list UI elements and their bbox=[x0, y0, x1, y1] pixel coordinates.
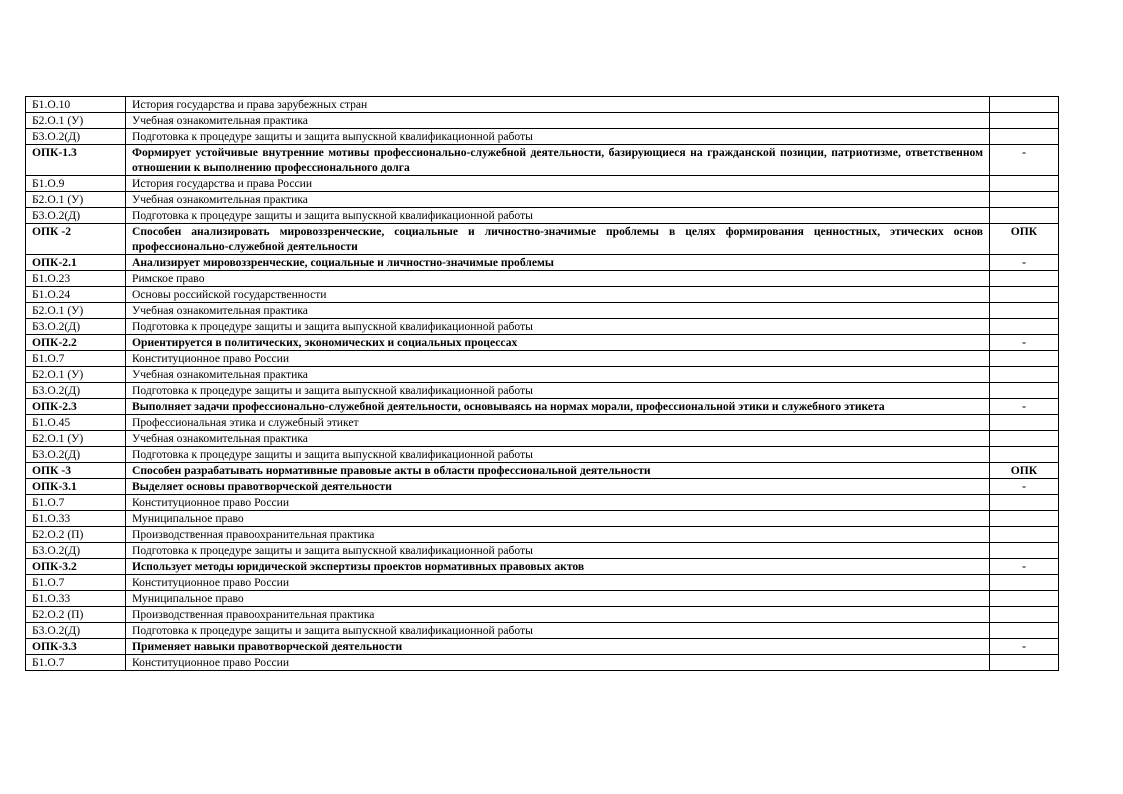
code-cell: Б3.О.2(Д) bbox=[26, 129, 126, 145]
mark-cell bbox=[990, 367, 1059, 383]
code-cell: Б2.О.1 (У) bbox=[26, 431, 126, 447]
competency-row bbox=[26, 145, 1059, 176]
code-cell: Б1.О.33 bbox=[26, 511, 126, 527]
description-cell: Муниципальное право bbox=[126, 591, 990, 607]
mark-cell bbox=[990, 303, 1059, 319]
code-cell: Б1.О.7 bbox=[26, 495, 126, 511]
mark-cell: ОПК bbox=[990, 463, 1059, 479]
code-cell: Б1.О.7 bbox=[26, 575, 126, 591]
description-cell: Конституционное право России bbox=[126, 495, 990, 511]
code-cell: Б2.О.2 (П) bbox=[26, 527, 126, 543]
mark-cell bbox=[990, 176, 1059, 192]
competency-row bbox=[26, 479, 1059, 495]
description-cell: Производственная правоохранительная практика bbox=[126, 607, 990, 623]
code-cell: Б3.О.2(Д) bbox=[26, 623, 126, 639]
discipline-row bbox=[26, 543, 1059, 559]
description-cell: Учебная ознакомительная практика bbox=[126, 431, 990, 447]
code-cell: ОПК-1.3 bbox=[26, 145, 126, 176]
discipline-row bbox=[26, 431, 1059, 447]
code-cell: Б1.О.45 bbox=[26, 415, 126, 431]
discipline-row bbox=[26, 655, 1059, 671]
mark-cell bbox=[990, 495, 1059, 511]
discipline-row bbox=[26, 607, 1059, 623]
mark-cell: - bbox=[990, 335, 1059, 351]
mark-cell bbox=[990, 623, 1059, 639]
discipline-row bbox=[26, 495, 1059, 511]
code-cell: ОПК-3.1 bbox=[26, 479, 126, 495]
description-cell: Конституционное право России bbox=[126, 351, 990, 367]
discipline-row bbox=[26, 351, 1059, 367]
description-cell: Учебная ознакомительная практика bbox=[126, 192, 990, 208]
description-cell: Способен анализировать мировоззренческие, социальные и личностно-значимые проблемы в целях формирования ценностных, этических основ профессионально-служебной деятельности bbox=[126, 224, 990, 255]
description-cell: Подготовка к процедуре защиты и защита выпускной квалификационной работы bbox=[126, 447, 990, 463]
mark-cell bbox=[990, 511, 1059, 527]
mark-cell: - bbox=[990, 479, 1059, 495]
mark-cell: - bbox=[990, 255, 1059, 271]
description-cell: Подготовка к процедуре защиты и защита выпускной квалификационной работы bbox=[126, 383, 990, 399]
discipline-row bbox=[26, 192, 1059, 208]
mark-cell bbox=[990, 575, 1059, 591]
description-cell: Способен разрабатывать нормативные правовые акты в области профессиональной деятельности bbox=[126, 463, 990, 479]
code-cell: Б3.О.2(Д) bbox=[26, 447, 126, 463]
code-cell: ОПК-2.1 bbox=[26, 255, 126, 271]
description-cell: Подготовка к процедуре защиты и защита выпускной квалификационной работы bbox=[126, 208, 990, 224]
competency-row bbox=[26, 399, 1059, 415]
code-cell: Б1.О.33 bbox=[26, 591, 126, 607]
mark-cell bbox=[990, 129, 1059, 145]
description-cell: Подготовка к процедуре защиты и защита выпускной квалификационной работы bbox=[126, 543, 990, 559]
competency-row bbox=[26, 335, 1059, 351]
description-cell: Подготовка к процедуре защиты и защита выпускной квалификационной работы bbox=[126, 319, 990, 335]
mark-cell bbox=[990, 319, 1059, 335]
discipline-row bbox=[26, 97, 1059, 113]
code-cell: Б2.О.2 (П) bbox=[26, 607, 126, 623]
mark-cell: ОПК bbox=[990, 224, 1059, 255]
competency-table bbox=[25, 96, 1059, 671]
description-cell: История государства и права России bbox=[126, 176, 990, 192]
description-cell: Профессиональная этика и служебный этикет bbox=[126, 415, 990, 431]
description-cell: Выделяет основы правотворческой деятельности bbox=[126, 479, 990, 495]
code-cell: Б3.О.2(Д) bbox=[26, 208, 126, 224]
discipline-row bbox=[26, 415, 1059, 431]
document-page bbox=[25, 96, 1058, 671]
description-cell: Основы российской государственности bbox=[126, 287, 990, 303]
code-cell: ОПК -3 bbox=[26, 463, 126, 479]
discipline-row bbox=[26, 208, 1059, 224]
mark-cell bbox=[990, 431, 1059, 447]
competency-row bbox=[26, 224, 1059, 255]
description-cell: Применяет навыки правотворческой деятельности bbox=[126, 639, 990, 655]
discipline-row bbox=[26, 623, 1059, 639]
discipline-row bbox=[26, 271, 1059, 287]
discipline-row bbox=[26, 527, 1059, 543]
description-cell: Конституционное право России bbox=[126, 655, 990, 671]
discipline-row bbox=[26, 319, 1059, 335]
description-cell: Ориентируется в политических, экономических и социальных процессах bbox=[126, 335, 990, 351]
code-cell: ОПК-3.2 bbox=[26, 559, 126, 575]
description-cell: Формирует устойчивые внутренние мотивы профессионально-служебной деятельности, базирующиеся на гражданской позиции, патриотизме, ответственном отношении к выполнению профессионального долга bbox=[126, 145, 990, 176]
mark-cell bbox=[990, 208, 1059, 224]
mark-cell bbox=[990, 527, 1059, 543]
description-cell: Учебная ознакомительная практика bbox=[126, 303, 990, 319]
mark-cell bbox=[990, 543, 1059, 559]
description-cell: История государства и права зарубежных стран bbox=[126, 97, 990, 113]
discipline-row bbox=[26, 383, 1059, 399]
mark-cell bbox=[990, 447, 1059, 463]
discipline-row bbox=[26, 129, 1059, 145]
mark-cell: - bbox=[990, 145, 1059, 176]
mark-cell: - bbox=[990, 559, 1059, 575]
discipline-row bbox=[26, 113, 1059, 129]
code-cell: Б3.О.2(Д) bbox=[26, 319, 126, 335]
description-cell: Римское право bbox=[126, 271, 990, 287]
discipline-row bbox=[26, 511, 1059, 527]
mark-cell bbox=[990, 415, 1059, 431]
mark-cell bbox=[990, 113, 1059, 129]
mark-cell bbox=[990, 655, 1059, 671]
code-cell: Б3.О.2(Д) bbox=[26, 383, 126, 399]
mark-cell bbox=[990, 607, 1059, 623]
mark-cell bbox=[990, 287, 1059, 303]
description-cell: Учебная ознакомительная практика bbox=[126, 367, 990, 383]
mark-cell bbox=[990, 591, 1059, 607]
description-cell: Конституционное право России bbox=[126, 575, 990, 591]
code-cell: ОПК-2.2 bbox=[26, 335, 126, 351]
description-cell: Подготовка к процедуре защиты и защита выпускной квалификационной работы bbox=[126, 623, 990, 639]
code-cell: Б3.О.2(Д) bbox=[26, 543, 126, 559]
code-cell: Б1.О.7 bbox=[26, 351, 126, 367]
description-cell: Производственная правоохранительная практика bbox=[126, 527, 990, 543]
code-cell: ОПК -2 bbox=[26, 224, 126, 255]
discipline-row bbox=[26, 447, 1059, 463]
code-cell: Б2.О.1 (У) bbox=[26, 303, 126, 319]
mark-cell bbox=[990, 351, 1059, 367]
description-cell: Подготовка к процедуре защиты и защита выпускной квалификационной работы bbox=[126, 129, 990, 145]
table-body bbox=[26, 97, 1059, 671]
code-cell: Б1.О.10 bbox=[26, 97, 126, 113]
discipline-row bbox=[26, 575, 1059, 591]
mark-cell: - bbox=[990, 639, 1059, 655]
code-cell: Б2.О.1 (У) bbox=[26, 113, 126, 129]
mark-cell: - bbox=[990, 399, 1059, 415]
competency-row bbox=[26, 463, 1059, 479]
code-cell: Б2.О.1 (У) bbox=[26, 192, 126, 208]
discipline-row bbox=[26, 303, 1059, 319]
mark-cell bbox=[990, 97, 1059, 113]
description-cell: Муниципальное право bbox=[126, 511, 990, 527]
mark-cell bbox=[990, 383, 1059, 399]
discipline-row bbox=[26, 591, 1059, 607]
code-cell: ОПК-3.3 bbox=[26, 639, 126, 655]
code-cell: Б1.О.7 bbox=[26, 655, 126, 671]
mark-cell bbox=[990, 192, 1059, 208]
competency-row bbox=[26, 559, 1059, 575]
code-cell: Б1.О.9 bbox=[26, 176, 126, 192]
description-cell: Анализирует мировоззренческие, социальные и личностно-значимые проблемы bbox=[126, 255, 990, 271]
competency-row bbox=[26, 639, 1059, 655]
code-cell: ОПК-2.3 bbox=[26, 399, 126, 415]
description-cell: Использует методы юридической экспертизы проектов нормативных правовых актов bbox=[126, 559, 990, 575]
code-cell: Б1.О.24 bbox=[26, 287, 126, 303]
code-cell: Б2.О.1 (У) bbox=[26, 367, 126, 383]
discipline-row bbox=[26, 287, 1059, 303]
mark-cell bbox=[990, 271, 1059, 287]
description-cell: Учебная ознакомительная практика bbox=[126, 113, 990, 129]
competency-row bbox=[26, 255, 1059, 271]
code-cell: Б1.О.23 bbox=[26, 271, 126, 287]
discipline-row bbox=[26, 367, 1059, 383]
discipline-row bbox=[26, 176, 1059, 192]
description-cell: Выполняет задачи профессионально-служебной деятельности, основываясь на нормах морали, профессиональной этики и служебного этикета bbox=[126, 399, 990, 415]
